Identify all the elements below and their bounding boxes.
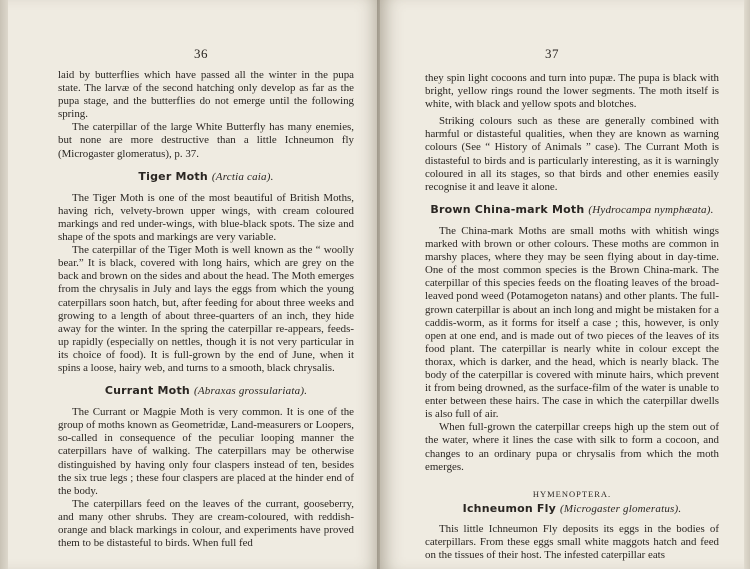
order-heading: HYMENOPTERA. [532,488,612,499]
paragraph: The Currant or Magpie Moth is very common. It is one of the group of moths known as Geometridæ, Land-measurers or Loopers, so-called in consequence of the peculiar looping manner the caterpillars have of walking. The caterpillars may be otherwise distinguished by having only four claspers instead of ten, besides the six true legs ; these four claspers are placed at the hinder end of the body. [58,406,354,497]
heading-latin-name: (Abraxas grossulariata). [193,385,308,398]
heading-latin-name: (Microgaster glomeratus). [560,502,682,515]
page-number: 37 [545,46,559,61]
heading-latin-name: (Hydrocampa nymphæata). [588,203,714,216]
paragraph: The caterpillars feed on the leaves of the currant, gooseberry, and many other shrubs. They are cream-coloured, with reddish-orange and black markings in colour, and experiments have proved them to be distasteful to birds. When full fed [58,497,354,550]
text-column [425,72,719,562]
paragraph: Striking colours such as these are generally combined with harmful or distasteful qualities, when they are known as warning colours (See “ History of Animals ” case). The Currant Moth is distasteful to birds and is particularly interesting, as it is warningly coloured in all its stages, so that birds and other enemies easily recognise it and leave it alone. [425,115,719,193]
section-heading [425,203,719,217]
paragraph: This little Ichneumon Fly deposits its eggs in the bodies of caterpillars. From these eggs small white maggots hatch and feed on the tissues of their host. The infested caterpillar eats [425,522,719,562]
heading-latin-name: (Arctia caia). [211,170,274,183]
paragraph: The caterpillar of the large White Butterfly has many enemies, but none are more destructive than a little Ichneumon fly (Microgaster glomeratus), p. 37. [58,121,354,160]
left-page [8,0,380,569]
page-number: 36 [194,46,208,61]
paragraph: laid by butterflies which have passed all the winter in the pupa state. The larvæ of the second hatching only develop as far as the pupa stage, and the butterflies do not emerge until the following spring. [58,69,354,121]
heading-title: Currant Moth [104,384,190,398]
section-heading [58,384,354,398]
paragraph: The China-mark Moths are small moths with whitish wings marked with brown or other colours. These moths are common in marshy places, where they may be seen flying about in day-time. One of the most common species is the Brown China-mark. The caterpillar of this species feeds on the floating leaves of the broad-leaved pond weed (Potamogeton natans) and other plants. The full-grown caterpillar is about an inch long and might be mistaken for a caddis-worm, as it forms for itself a case ; this, however, is only open at one end, and is made out of two pieces of the leaves of its food plant. The caterpillar is nearly white in colour except the thorax, which is darker, and the head, which is nearly black. The body of the caterpillar is covered with minute hairs, which prevent it from being drowned, as the surface-film of the water is unable to enter between these hairs. The case in which the caterpillar dwells is also full of air. [425,224,719,421]
heading-title: Brown China-mark Moth [430,202,585,216]
paragraph: The caterpillar of the Tiger Moth is well known as the “ woolly bear.” It is black, covered with long hairs, which are grey on the back and brown on the sides and about the head. The Moth emerges from the chrysalis in July and lays the eggs from which the young caterpillars soon hatch, but, after feeding for about three weeks and growing to a length of about three-quarters of an inch, they hide away for the winter. In the spring the caterpillar re-appears, feeds-up rapidly (especially on nettles, though it is not very particular in its choice of food). It is full-grown by the end of June, when it spins a loose, hairy web, and turns to a smooth, black chrysalis. [58,244,354,374]
paragraph: they spin light cocoons and turn into pupæ. The pupa is black with bright, yellow rings round the lower segments. The moth itself is white, with black and yellow spots and blotches. [425,72,719,111]
right-page [380,0,744,569]
section-heading [425,502,719,516]
paragraph: When full-grown the caterpillar creeps high up the stem out of the water, where it lines the case with silk to form a cocoon, and changes to an ordinary pupa or chrysalis from which the moth emerges. [425,421,719,473]
paragraph: The Tiger Moth is one of the most beautiful of British Moths, having rich, velvety-brown upper wings, with cream coloured markings and red under-wings, with blue-black spots. The size and shape of the spots and markings are very variable. [58,191,354,244]
section-heading [58,170,354,184]
heading-title: Ichneumon Fly [462,501,556,515]
heading-title: Tiger Moth [138,169,208,183]
text-column [58,69,354,550]
